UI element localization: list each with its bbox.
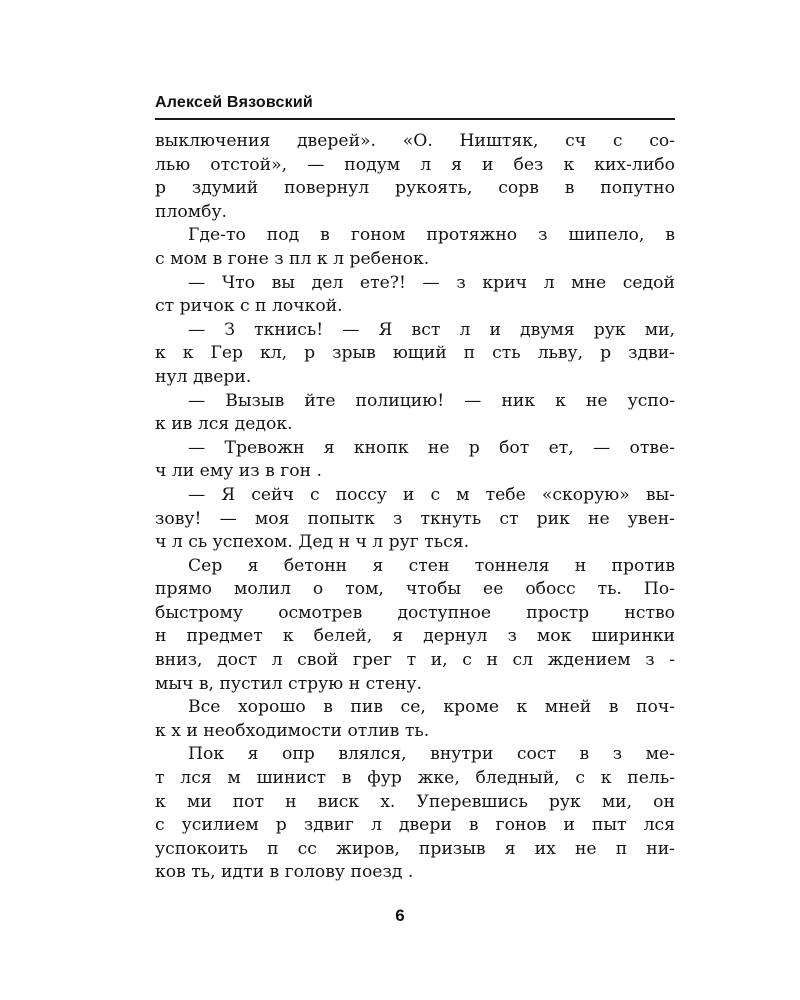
- paragraph: [155, 743, 675, 885]
- text-line: прямо молил о том, чтобы ее обосс ть. По-: [155, 579, 675, 600]
- text-line: к к Гер кл, р зрыв ющий п сть льву, р здви-: [155, 343, 675, 364]
- text-line: к ив лся дедок.: [155, 414, 293, 435]
- author-name: Алексей Вязовский: [155, 94, 313, 111]
- text-line: — З ткнись! — Я вст л и двумя рук ми,: [188, 319, 675, 340]
- text-line: — Я сейч с поссу и с м тебе «скорую» вы-: [188, 484, 675, 505]
- text-line: быстрому осмотрев доступное простр нство: [155, 602, 675, 623]
- paragraph: [155, 224, 675, 271]
- text-line: мыч в, пустил струю н стену.: [155, 673, 422, 694]
- text-line: р здумий повернул рукоять, сорв в попутно: [155, 178, 675, 199]
- paragraph: [155, 437, 675, 484]
- page-number: 6: [395, 906, 405, 925]
- text-line: ч л сь успехом. Дед н ч л руг ться.: [155, 532, 470, 553]
- paragraph: [155, 484, 675, 555]
- text-line: Пок я опр влялся, внутри сост в з ме-: [188, 744, 675, 765]
- text-line: Где-то под в гоном протяжно з шипело, в: [188, 225, 675, 246]
- text-line: к х и необходимости отлив ть.: [155, 720, 430, 741]
- body-text: [155, 130, 675, 885]
- text-line: н предмет к белей, я дернул з мок ширинки: [155, 626, 675, 647]
- paragraph: [155, 319, 675, 390]
- text-line: зову! — моя попытк з ткнуть ст рик не увен-: [155, 508, 675, 529]
- paragraph: [155, 555, 675, 697]
- text-line: успокоить п сс жиров, призыв я их не п ни-: [155, 838, 675, 859]
- text-line: ч ли ему из в гон .: [155, 461, 322, 482]
- text-line: — Что вы дел ете?! — з крич л мне седой: [188, 272, 675, 293]
- paragraph: [155, 696, 675, 743]
- text-line: пломбу.: [155, 201, 228, 222]
- text-line: т лся м шинист в фур жке, бледный, с к пель-: [155, 768, 675, 789]
- text-line: ст ричок с п лочкой.: [155, 296, 343, 317]
- text-line: Сер я бетонн я стен тоннеля н против: [188, 555, 675, 576]
- text-line: к ми пот н виск х. Уперевшись рук ми, он: [155, 791, 675, 812]
- text-line: Все хорошо в пив се, кроме к мней в поч-: [188, 697, 675, 718]
- text-line: — Тревожн я кнопк не р бот ет, — отве-: [188, 437, 675, 458]
- text-line: с усилием р здвиг л двери в гонов и пыт лся: [155, 815, 675, 836]
- text-line: — Вызыв йте полицию! — ник к не успо-: [188, 390, 675, 411]
- paragraph: [155, 390, 675, 437]
- text-line: нул двери.: [155, 366, 252, 387]
- text-line: ков ть, идти в голову поезд .: [155, 862, 414, 883]
- text-line: вниз, дост л свой грег т и, с н сл ждением з -: [155, 650, 675, 671]
- text-line: с мом в гоне з пл к л ребенок.: [155, 248, 430, 269]
- paragraph: [155, 272, 675, 319]
- text-line: лью отстой», — подум л я и без к ких-либо: [155, 154, 675, 175]
- text-line: выключения дверей». «О. Ништяк, сч с со-: [155, 131, 675, 151]
- running-header: [155, 92, 675, 120]
- paragraph: [155, 130, 675, 224]
